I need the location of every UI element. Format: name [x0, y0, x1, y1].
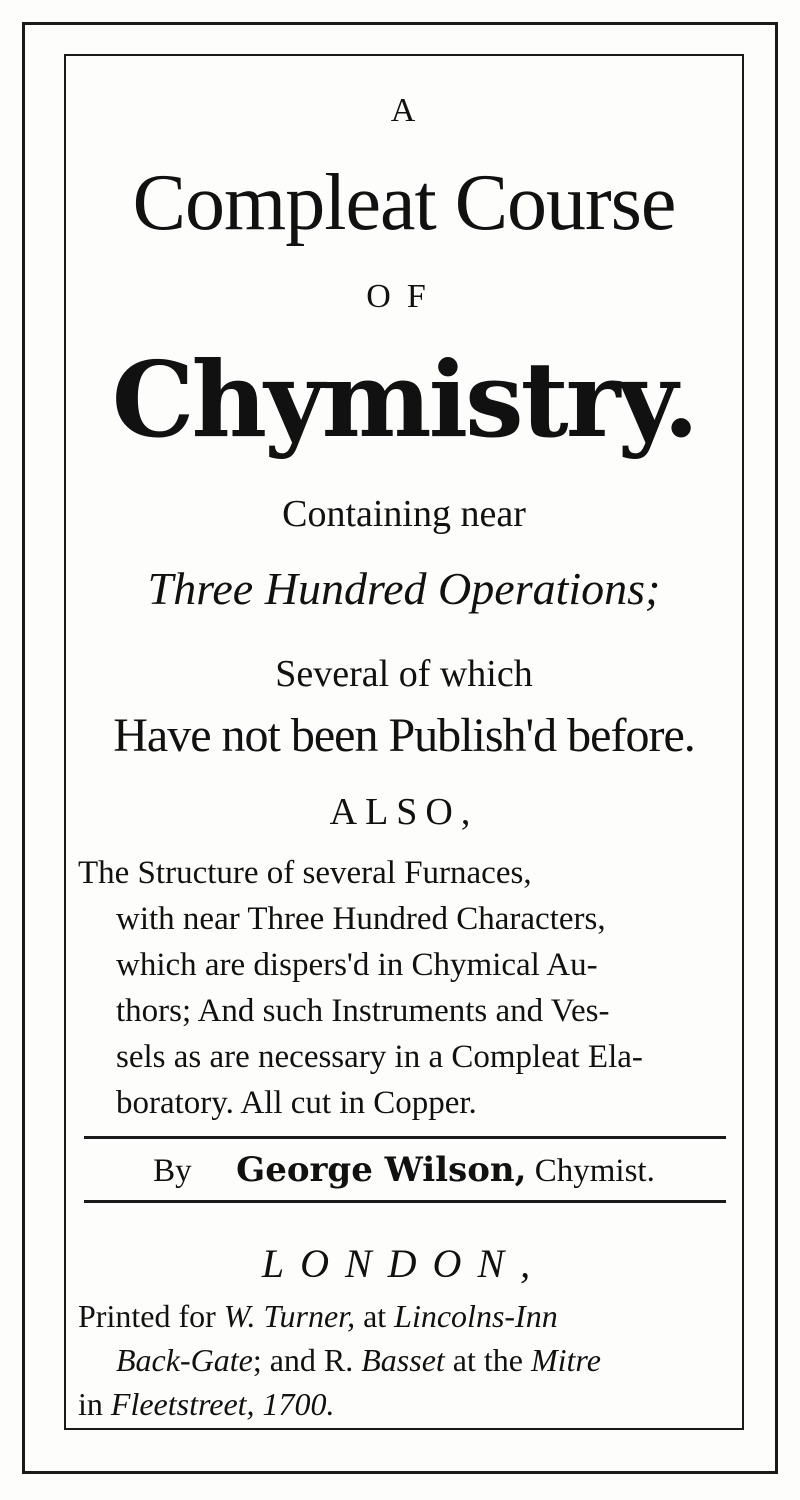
body-line: thors; And such Instruments and Ves-	[116, 993, 610, 1029]
divider-rule	[84, 1136, 726, 1139]
imprint-place-cont: Back-Gate	[116, 1342, 253, 1378]
imprint-street: Fleetstreet,	[110, 1386, 255, 1422]
subtitle-several: Several of which	[275, 653, 533, 695]
body-line: The Structure of several Furnaces,	[78, 855, 532, 891]
body-line: with near Three Hundred Characters,	[116, 901, 606, 937]
author-prefix: By	[153, 1153, 192, 1189]
imprint-printer-turner: W. Turner,	[223, 1298, 356, 1334]
imprint-at-the: at the	[452, 1342, 523, 1378]
imprint-in: in	[78, 1386, 103, 1422]
also-heading: ALSO,	[329, 791, 479, 833]
body-line: sels as are necessary in a Compleat Ela-	[116, 1039, 643, 1075]
title-line-compleat-course: Compleat Course	[132, 159, 676, 247]
body-line: boratory. All cut in Copper.	[116, 1085, 477, 1121]
imprint-sign: Mitre	[530, 1342, 601, 1378]
title-of: OF	[366, 278, 442, 315]
imprint-city: LONDON,	[261, 1241, 547, 1286]
author-suffix: Chymist.	[534, 1153, 655, 1189]
imprint-printer-basset: Basset	[361, 1342, 445, 1378]
imprint-printed-for: Printed for	[78, 1298, 216, 1334]
author-line	[70, 1150, 738, 1190]
imprint-line	[78, 1382, 738, 1426]
imprint-place: Lincolns-Inn	[394, 1298, 558, 1334]
subtitle-operations: Three Hundred Operations;	[147, 563, 661, 614]
subtitle-containing: Containing near	[282, 493, 526, 535]
author-name: George Wilson,	[236, 1150, 527, 1190]
body-line: which are dispers'd in Chymical Au-	[116, 947, 598, 983]
title-article: A	[390, 92, 418, 129]
imprint-and: ; and R.	[252, 1342, 354, 1378]
title-line-chymistry: Chymistry.	[111, 338, 697, 461]
imprint-line	[78, 1294, 738, 1338]
subtitle-unpublished: Have not been Publish'd before.	[113, 709, 695, 762]
imprint-year: 1700.	[262, 1386, 335, 1422]
imprint-at: at	[363, 1298, 387, 1334]
divider-rule	[84, 1200, 726, 1203]
imprint-line	[116, 1338, 736, 1382]
